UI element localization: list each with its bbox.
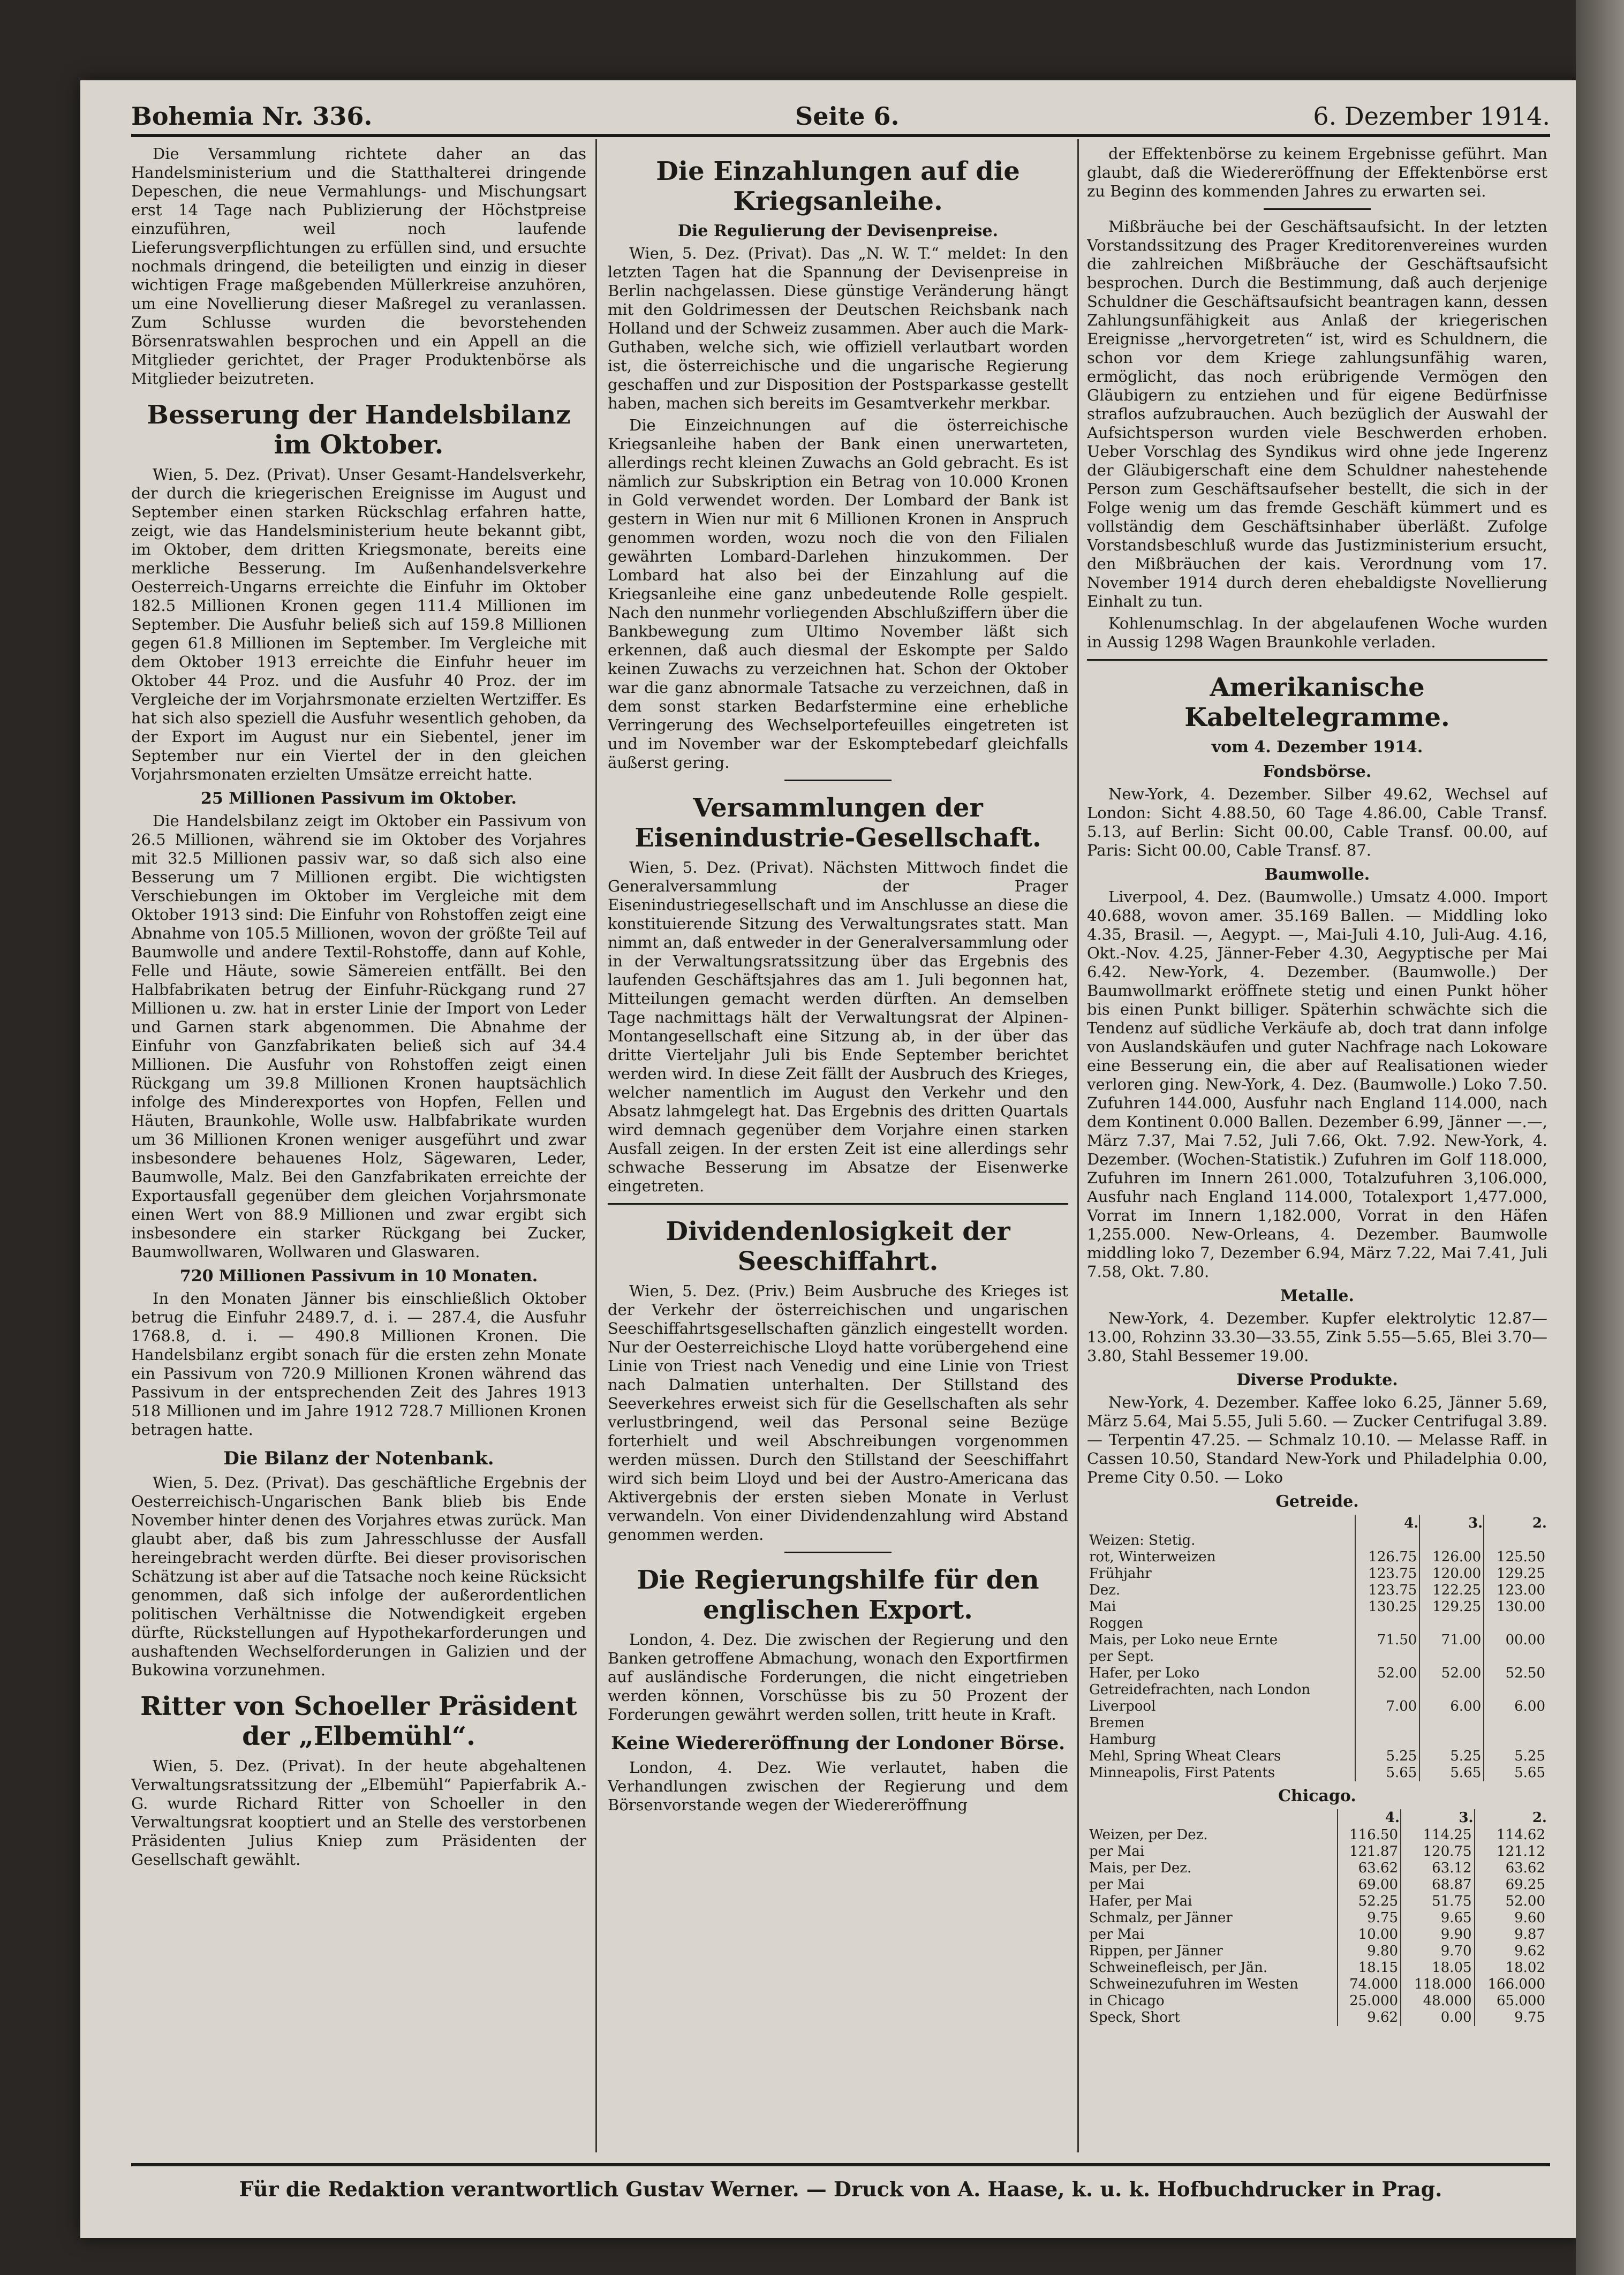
grain-price-table	[1087, 1515, 1547, 1781]
price-cell: 63.62	[1338, 1860, 1401, 1877]
commodity-label: per Mai	[1089, 1877, 1145, 1893]
price-cell: 10.00	[1338, 1926, 1401, 1943]
article-text: Wien, 5. Dez. (Priv.) Beim Ausbruche des Krieges ist der Verkehr der österreichischen und ungarischen Seeschiffahrtsgesellschaften gänzlich eingestellt worden. Nur der Oesterreichische Lloyd hatte vorübergehend eine Linie von Triest nach Venedig und eine Linie von Triest nach Dalmatien unterhalten. Der Stillstand des Seeverkehres erweist sich für die Gesellschaften als sehr verlustbringend, weil das Personal seine Bezüge forterhielt und weil Abschreibungen vorgenommen werden müssen. Durch den Stillstand der Seeschiffahrt wird sich beim Lloyd und bei der Austro-Americana das Aktivergebnis der ersten sieben Monate in Verlust verwandeln. Von einer Dividendenzahlung wird Abstand genommen werden.	[608, 1282, 1068, 1544]
commodity-label: per Sept.	[1089, 1649, 1154, 1665]
table-column-header: 2.	[1475, 1809, 1547, 1827]
article-text: Mißbräuche bei der Geschäftsaufsicht. In der letzten Vorstandssitzung des Prager Kreditorenvereines wurden die zahlreichen Mißbräuche der Geschäftsaufsicht besprochen. Durch die Bestimmung, daß auch derjenige Schuldner die Geschäftsaufsicht beantragen kann, dessen Zahlungsunfähigkeit aus Anlaß der kriegerischen Ereignisse „hervorgetreten“ ist, wird es Schuldnern, die schon vor dem Kriege zahlungsunfähig waren, ermöglicht, das noch erübrigende Vermögen den Gläubigern zu entziehen und für eigene Bedürfnisse straflos aufzubrauchen. Auch bezüglich der Auswahl der Aufsichtsperson wurden viele Beschwerden erhoben. Ueber Vorschlag des Syndikus wird ohne jede Ingerenz der Gläubigerschaft eine dem Schuldner nahestehende Person zum Geschäftsaufseher bestellt, die sich in der Folge wenig um das fremde Geschäft kümmert und es vollständig dem Geschäftsinhaber überläßt. Zufolge Vorstandsbeschluß wurde das Justizministerium ersucht, den Mißbräuchen der kais. Verordnung vom 17. November 1914 durch deren ehebaldigste Novellierung Einhalt zu tun.	[1087, 217, 1547, 610]
section-heading: Metalle.	[1280, 1287, 1354, 1305]
price-cell: 114.62	[1475, 1827, 1547, 1843]
price-cell: 52.00	[1419, 1665, 1484, 1682]
article-text: In den Monaten Jänner bis einschließlich Oktober betrug die Einfuhr 2489.7, d. i. — 287.4, die Ausfuhr 1768.8, d. i. — 490.8 Millionen Kronen. Die Handelsbilanz ergibt sonach für die ersten zehn Monate ein Passivum von 720.9 Millionen Kronen während das Passivum in der entsprechenden Zeit des Jahres 1913 518 Millionen und im Jahre 1912 728.7 Millionen Kronen betragen hatte.	[131, 1289, 586, 1439]
article-text: Die Versammlung richtete daher an das Handelsministerium und die Statthalterei dringende Depeschen, die neue Vermahlungs- und Mischungsart erst 14 Tage nach Publizierung der Höchstpreise einzuführen, weil noch laufende Lieferungsverpflichtungen zu erfüllen sind, und ersuchte nochmals dringend, die beteiligten und einzig in dieser wichtigen Frage maßgebenden Müllerkreise anzuhören, um eine Novellierung dieser Maßregel zu veranlassen. Zum Schlusse wurden die bevorstehenden Börsenratswahlen besprochen und ein Appell an die Mitglieder gerichtet, der Prager Produktenbörse als Mitglieder beizutreten.	[131, 145, 586, 388]
table-row	[1087, 1910, 1547, 1926]
page-header	[131, 102, 1550, 137]
price-cell: 7.00	[1355, 1698, 1419, 1715]
price-cell: 166.000	[1475, 1976, 1547, 1993]
commodity-label: Speck, Short	[1089, 2009, 1180, 2025]
article-headline: Dividendenlosigkeit der Seeschiffahrt.	[666, 1216, 1010, 1276]
price-cell: 130.25	[1355, 1599, 1419, 1615]
table-column-header: 3.	[1401, 1809, 1475, 1827]
price-cell	[1355, 1615, 1419, 1632]
table-corner	[1087, 1809, 1338, 1827]
price-cell: 52.50	[1484, 1665, 1547, 1682]
article-text: New-York, 4. Dezember. Kupfer elektrolytic 12.87—13.00, Rohzinn 33.30—33.55, Zink 5.55—5.65, Blei 3.70—3.80, Stahl Bessemer 19.00.	[1087, 1309, 1547, 1365]
commodity-label: per Mai	[1089, 1843, 1145, 1860]
article-text: London, 4. Dez. Die zwischen der Regierung und den Banken getroffene Abmachung, wonach den Exportfirmen auf ausländische Forderungen, die nicht eingetrieben werden können, Vorschüsse bis zu 50 Prozent der Forderungen gewährt werden sollen, tritt heute in Kraft.	[608, 1630, 1068, 1724]
price-cell: 122.25	[1419, 1582, 1484, 1599]
commodity-label: in Chicago	[1089, 1993, 1165, 2009]
price-cell	[1484, 1615, 1547, 1632]
price-cell: 9.70	[1401, 1943, 1475, 1960]
price-cell: 118.000	[1401, 1976, 1475, 1993]
price-cell: 63.12	[1401, 1860, 1475, 1877]
chicago-price-table	[1087, 1809, 1547, 2026]
separator	[608, 1203, 1068, 1205]
article-headline: Keine Wiedereröffnung der Londoner Börse.	[611, 1733, 1065, 1754]
separator	[784, 780, 892, 781]
price-cell: 5.25	[1484, 1748, 1547, 1765]
price-cell: 6.00	[1419, 1698, 1484, 1715]
price-cell: 5.25	[1419, 1748, 1484, 1765]
section-heading: Diverse Produkte.	[1236, 1371, 1398, 1389]
imprint-footer: Für die Redaktion verantwortlich Gustav Werner. — Druck von A. Haase, k. u. k. Hofbuchdrucker in Prag.	[131, 2163, 1550, 2201]
article-text: Wien, 5. Dez. (Privat). Das geschäftliche Ergebnis der Oesterreichisch-Ungarischen Bank blieb bis Ende November hinter denen des Vorjahres etwas zurück. Man glaubt aber, daß bis zum Jahresschlusse der Ausfall hereingebracht werden dürfte. Bei dieser provisorischen Schätzung ist aber auf die Tatsache noch keine Rücksicht genommen, daß sich infolge der außerordentlichen politischen Verhältnisse die Notwendigkeit ergeben dürfte, Rückstellungen auf Hypothekarforderungen und aushaftenden Wechselforderungen in Galizien und der Bukowina vorzunehmen.	[131, 1473, 586, 1679]
price-cell: 69.00	[1338, 1877, 1401, 1893]
article-text: New-York, 4. Dezember. Kaffee loko 6.25, Jänner 5.69, März 5.64, Mai 5.55, Juli 5.60. — Zucker Centrifugal 3.89. — Terpentin 47.25. — Schmalz 10.10. — Melasse Raff. in Cassen 10.50, Standard New-York und Philadelphia 0.00, Preme City 0.50. — Loko	[1087, 1393, 1547, 1486]
commodity-label: Mehl, Spring Wheat Clears	[1089, 1748, 1281, 1764]
price-cell: 5.65	[1419, 1765, 1484, 1781]
price-cell	[1419, 1715, 1484, 1732]
table-row	[1087, 1960, 1547, 1976]
table-row	[1087, 1682, 1547, 1698]
table-row	[1087, 1877, 1547, 1893]
table-row	[1087, 1843, 1547, 1860]
commodity-label: Schweinezufuhren im Westen	[1089, 1976, 1298, 1992]
price-cell: 123.75	[1355, 1582, 1419, 1599]
table-row	[1087, 1582, 1547, 1599]
article-headline: Ritter von Schoeller Präsident der „Elbemühl“.	[140, 1691, 577, 1751]
article-headline: Die Bilanz der Notenbank.	[223, 1448, 494, 1469]
price-cell: 52.00	[1355, 1665, 1419, 1682]
price-cell: 9.90	[1401, 1926, 1475, 1943]
commodity-label: Rippen, per Jänner	[1089, 1943, 1223, 1959]
article-headline: Versammlungen der Eisenindustrie-Gesellschaft.	[635, 793, 1041, 853]
price-cell: 52.00	[1475, 1893, 1547, 1910]
price-cell	[1419, 1732, 1484, 1748]
commodity-label: Getreidefrachten, nach London	[1089, 1682, 1311, 1698]
price-cell: 68.87	[1401, 1877, 1475, 1893]
article-text: London, 4. Dez. Wie verlautet, haben die Verhandlungen zwischen der Regierung und dem Börsenvorstande wegen der Wiedereröffnung	[608, 1758, 1068, 1814]
price-cell: 18.15	[1338, 1960, 1401, 1976]
price-cell	[1484, 1732, 1547, 1748]
price-cell: 9.87	[1475, 1926, 1547, 1943]
price-cell: 9.80	[1338, 1943, 1401, 1960]
commodity-label: Weizen, per Dez.	[1089, 1827, 1208, 1843]
price-cell: 52.25	[1338, 1893, 1401, 1910]
separator	[1264, 208, 1371, 210]
price-cell: 00.00	[1484, 1632, 1547, 1649]
table-row	[1087, 1943, 1547, 1960]
price-cell	[1355, 1532, 1419, 1549]
section-heading: Baumwolle.	[1264, 865, 1370, 884]
price-cell: 74.000	[1338, 1976, 1401, 1993]
table-column-header: 4.	[1355, 1515, 1419, 1532]
separator	[784, 1552, 892, 1553]
price-cell: 51.75	[1401, 1893, 1475, 1910]
price-cell: 126.75	[1355, 1549, 1419, 1566]
price-cell: 5.65	[1355, 1765, 1419, 1781]
article-headline: Die Regierungshilfe für den englischen Export.	[637, 1565, 1039, 1625]
price-cell: 129.25	[1484, 1566, 1547, 1582]
price-cell: 9.75	[1338, 1910, 1401, 1926]
table-column-header: 3.	[1419, 1515, 1484, 1532]
price-cell: 9.60	[1475, 1910, 1547, 1926]
price-cell	[1419, 1682, 1484, 1698]
price-cell: 120.00	[1419, 1566, 1484, 1582]
newspaper-page	[80, 80, 1585, 2238]
price-cell: 129.25	[1419, 1599, 1484, 1615]
price-cell: 116.50	[1338, 1827, 1401, 1843]
price-cell	[1419, 1615, 1484, 1632]
article-text: Liverpool, 4. Dez. (Baumwolle.) Umsatz 4.000. Import 40.688, wovon amer. 35.169 Ballen. — Middling loko 4.35, Brasil. —, Aegypt. —, Mai-Juli 4.10, Juli-Aug. 4.16, Okt.-Nov. 4.25, Jänner-Feber 4.30, Aegyptische per Mai 6.42. New-York, 4. Dezember. (Baumwolle.) Der Baumwollmarkt eröffnete stetig und einen Punkt höher bis einen Punkt billiger. Späterhin schwächte sich die Tendenz auf südliche Verkäufe ab, doch trat dann infolge von Auslandskäufen und guter Nachfrage nach Lokoware eine Besserung ein, die aber auf Realisationen wieder verloren ging. New-York, 4. Dez. (Baumwolle.) Loko 7.50. Zufuhren 144.000, Ausfuhr nach England 114.000, nach dem Kontinent 0.000 Ballen. Dezember 6.99, Jänner —.—, März 7.37, Mai 7.52, Juli 7.66, Okt. 7.92. New-York, 4. Dezember. (Wochen-Statistik.) Zufuhren im Golf 118.000, Zufuhren im Innern 261.000, Totalzufuhren 3,106.000, Ausfuhr nach England 114.000, Totalexport 1,477.000, Vorrat im Innern 1,182.000, Vorrat in den Häfen 1,255.000. New-Orleans, 4. Dezember. Baumwolle middling loko 7, Dezember 6.94, März 7.22, Mai 7.41, Juli 7.58, Okt. 7.80.	[1087, 888, 1547, 1281]
commodity-label: Schmalz, per Jänner	[1089, 1910, 1233, 1926]
separator	[1087, 659, 1547, 661]
article-subheadline: 720 Millionen Passivum in 10 Monaten.	[179, 1267, 538, 1286]
price-cell	[1484, 1715, 1547, 1732]
table-row	[1087, 1732, 1547, 1748]
table-row	[1087, 1649, 1547, 1665]
table-column-header: 2.	[1484, 1515, 1547, 1532]
commodity-label: Mai	[1089, 1599, 1116, 1615]
price-cell: 25.000	[1338, 1993, 1401, 2009]
article-headline: Die Einzahlungen auf die Kriegsanleihe.	[656, 156, 1020, 216]
commodity-label: rot, Winterweizen	[1089, 1549, 1216, 1565]
price-cell: 65.000	[1475, 1993, 1547, 2009]
price-cell: 125.50	[1484, 1549, 1547, 1566]
price-cell	[1419, 1649, 1484, 1665]
table-row	[1087, 1993, 1547, 2009]
article-text: Die Handelsbilanz zeigt im Oktober ein Passivum von 26.5 Millionen, während sie im Oktober des Vorjahres mit 32.5 Millionen passiv war, so daß sich also eine Besserung um 7 Millionen ergibt. Die wichtigsten Verschiebungen im Oktober im Vergleiche mit dem Oktober 1913 sind: Die Einfuhr von Rohstoffen zeigt eine Abnahme von 105.5 Millionen, wovon der größte Teil auf Baumwolle und andere Textil-Rohstoffe, dann auf Kohle, Felle und Häute, sowie Sämereien entfällt. Bei den Halbfabrikaten betrug der Einfuhr-Rückgang rund 27 Millionen u. zw. hat in erster Linie der Import von Leder und Garnen stark abgenommen. Die Abnahme der Einfuhr von Ganzfabrikaten beließ sich auf 34.4 Millionen. Die Ausfuhr von Rohstoffen zeigt einen Rückgang um 39.8 Millionen Kronen hauptsächlich infolge des Minderexportes von Hopfen, Fellen und Häuten, Braunkohle, Wolle usw. Halbfabrikate wurden um 36 Millionen Kronen weniger ausgeführt und zwar insbesondere behauenes Holz, Sägewaren, Leder, Baumwolle, Malz. Bei den Ganzfabrikaten erreichte der Exportausfall gegenüber dem gleichen Vorjahrsmonate einen Wert von 88.9 Millionen und zwar ergibt sich insbesondere ein starker Rückgang bei Zucker, Baumwollwaren, Wollwaren und Glaswaren.	[131, 812, 586, 1261]
section-heading: Chicago.	[1278, 1787, 1356, 1805]
price-cell	[1484, 1532, 1547, 1549]
price-cell: 123.75	[1355, 1566, 1419, 1582]
table-row	[1087, 1715, 1547, 1732]
table-row	[1087, 1860, 1547, 1877]
price-cell: 18.05	[1401, 1960, 1475, 1976]
price-cell: 5.25	[1355, 1748, 1419, 1765]
price-cell	[1355, 1732, 1419, 1748]
column-3	[1087, 145, 1547, 2158]
price-cell: 126.00	[1419, 1549, 1484, 1566]
commodity-label: Hafer, per Mai	[1089, 1893, 1192, 1909]
table-row	[1087, 1665, 1547, 1682]
table-row	[1087, 1893, 1547, 1910]
section-heading: Fondsbörse.	[1263, 762, 1372, 781]
table-row	[1087, 1698, 1547, 1715]
price-cell: 5.65	[1484, 1765, 1547, 1781]
price-cell: 71.50	[1355, 1632, 1419, 1649]
table-row	[1087, 1976, 1547, 1993]
price-cell: 6.00	[1484, 1698, 1547, 1715]
article-text: Wien, 5. Dez. (Privat). Unser Gesamt-Handelsverkehr, der durch die kriegerischen Ereignisse im August und September einen starken Rückschlag erfahren hatte, zeigt, wie das Handelsministerium heute bekannt gibt, im Oktober, dem dritten Kriegsmonate, bereits eine merkliche Besserung. Im Außenhandelsverkehre Oesterreich-Ungarns erreichte die Einfuhr im Oktober 182.5 Millionen Kronen gegen 111.4 Millionen im September. Die Ausfuhr beließ sich auf 159.8 Millionen gegen 61.8 Millionen im September. Im Vergleiche mit dem Oktober 1913 erreichte die Einfuhr heuer im Oktober 44 Proz. und die Ausfuhr 40 Proz. der im Vergleiche der im Vorjahrsmonate erzielten Wertziffer. Es hat sich also speziell die Ausfuhr wesentlich gehoben, da der Export im August nur ein Siebentel, jener im September nur ein Viertel der in den gleichen Vorjahrsmonaten erzielten Umsätze erreicht hatte.	[131, 465, 586, 783]
price-cell: 9.62	[1475, 1943, 1547, 1960]
commodity-label: Schweinefleisch, per Jän.	[1089, 1960, 1268, 1976]
commodity-label: Minneapolis, First Patents	[1089, 1765, 1275, 1781]
price-cell: 123.00	[1484, 1582, 1547, 1599]
table-row	[1087, 2009, 1547, 2026]
table-row	[1087, 1926, 1547, 1943]
article-text: Wien, 5. Dez. (Privat). Nächsten Mittwoch findet die Generalversammlung der Prager Eisenindustriegesellschaft und im Anschlusse an diese die konstituierende Sitzung des Verwaltungsrates statt. Man nimmt an, daß entweder in der Generalversammlung oder in der Verwaltungsratssitzung über das Ergebnis des laufenden Geschäftsjahres das am 1. Juli begonnen hat, Mitteilungen gemacht werden dürften. An demselben Tage nachmittags hält der Verwaltungsrat der Alpinen-Montangesellschaft eine Sitzung ab, in der über das dritte Vierteljahr Juli bis Ende September berichtet werden wird. In diese Zeit fällt der Ausbruch des Krieges, welcher namentlich im August den Verkehr und den Absatz lahmgelegt hat. Das Ergebnis des dritten Quartals wird demnach gegenüber dem Vorjahre einen starken Ausfall zeigen. In der ersten Zeit ist eine allerdings sehr schwache Besserung im Absatze der Eisenwerke eingetreten.	[608, 858, 1068, 1195]
column-2	[608, 145, 1068, 2158]
masthead-issue: Bohemia Nr. 336.	[131, 102, 373, 131]
article-text: New-York, 4. Dezember. Silber 49.62, Wechsel auf London: Sicht 4.88.50, 60 Tage 4.86.00, Cable Transf. 5.13, auf Berlin: Sicht 00.00, Cable Transf. 00.00, auf Paris: Sicht 00.00, Cable Transf. 87.	[1087, 785, 1547, 859]
column-1	[131, 145, 586, 2158]
price-cell	[1355, 1649, 1419, 1665]
article-headline: Amerikanische Kabeltelegramme.	[1184, 672, 1450, 732]
price-cell: 63.62	[1475, 1860, 1547, 1877]
price-cell: 9.65	[1401, 1910, 1475, 1926]
commodity-label: Dez.	[1089, 1582, 1121, 1598]
commodity-label: Weizen: Stetig.	[1089, 1532, 1196, 1548]
page-date: 6. Dezember 1914.	[1313, 102, 1550, 131]
commodity-label: per Mai	[1089, 1926, 1145, 1943]
article-text: Wien, 5. Dez. (Privat). Das „N. W. T.“ meldet: In den letzten Tagen hat die Spannung der Devisenpreise in Berlin nachgelassen. Diese günstige Veränderung hängt mit den Goldrimessen der Deutschen Reichsbank nach Holland und der Schweiz zusammen. Aber auch die Mark-Guthaben, welche sich, wie offiziell verlautbart worden ist, die österreichische und die ungarische Regierung geschaffen und zur Disposition der Postsparkasse gestellt haben, machen sich bereits im Gesamtverkehr merkbar.	[608, 244, 1068, 412]
commodity-label: Frühjahr	[1089, 1566, 1152, 1582]
article-subheadline: Die Regulierung der Devisenpreise.	[677, 222, 999, 240]
price-cell: 71.00	[1419, 1632, 1484, 1649]
article-subheadline: vom 4. Dezember 1914.	[1211, 738, 1423, 757]
article-text: Kohlenumschlag. In der abgelaufenen Woche wurden in Aussig 1298 Wagen Braunkohle verladen.	[1087, 614, 1547, 651]
price-cell: 9.62	[1338, 2009, 1401, 2026]
table-row	[1087, 1599, 1547, 1615]
commodity-label: Bremen	[1089, 1715, 1145, 1731]
commodity-label: Mais, per Dez.	[1089, 1860, 1192, 1876]
commodity-label: Mais, per Loko neue Ernte	[1089, 1632, 1278, 1648]
price-cell: 0.00	[1401, 2009, 1475, 2026]
article-text: der Effektenbörse zu keinem Ergebnisse geführt. Man glaubt, daß die Wiedereröffnung der Effektenbörse erst zu Beginn des kommenden Jahres zu erwarten sei.	[1087, 145, 1547, 200]
table-row	[1087, 1632, 1547, 1649]
column-rule	[1077, 139, 1079, 2152]
price-cell: 121.87	[1338, 1843, 1401, 1860]
price-cell: 121.12	[1475, 1843, 1547, 1860]
table-corner	[1087, 1515, 1355, 1532]
commodity-label: Hafer, per Loko	[1089, 1665, 1200, 1681]
commodity-label: Liverpool	[1089, 1698, 1156, 1714]
price-cell: 120.75	[1401, 1843, 1475, 1860]
table-row	[1087, 1615, 1547, 1632]
article-text: Wien, 5. Dez. (Privat). In der heute abgehaltenen Verwaltungsratssitzung der „Elbemühl“ Papierfabrik A.-G. wurde Richard Ritter von Schoeller in den Verwaltungsrat kooptiert und an Stelle des verstorbenen Präsidenten Julius Kniep zum Präsidenten der Gesellschaft gewählt.	[131, 1757, 586, 1869]
price-cell	[1355, 1682, 1419, 1698]
table-row	[1087, 1748, 1547, 1765]
article-subheadline: 25 Millionen Passivum im Oktober.	[201, 789, 517, 808]
column-rule	[595, 139, 597, 2152]
page-number: Seite 6.	[795, 102, 900, 131]
commodity-label: Roggen	[1089, 1615, 1143, 1631]
article-headline: Besserung der Handelsbilanz im Oktober.	[147, 400, 571, 460]
price-cell	[1355, 1715, 1419, 1732]
price-cell	[1419, 1532, 1484, 1549]
price-cell	[1484, 1649, 1547, 1665]
price-cell: 48.000	[1401, 1993, 1475, 2009]
table-row	[1087, 1532, 1547, 1549]
price-cell: 114.25	[1401, 1827, 1475, 1843]
scan-edge	[1576, 0, 1624, 2275]
table-row	[1087, 1765, 1547, 1781]
table-row	[1087, 1827, 1547, 1843]
table-row	[1087, 1566, 1547, 1582]
price-cell: 130.00	[1484, 1599, 1547, 1615]
price-cell: 18.02	[1475, 1960, 1547, 1976]
article-text: Die Einzeichnungen auf die österreichische Kriegsanleihe haben der Bank einen unerwarteten, allerdings recht kleinen Zuwachs an Gold gebracht. Es ist nämlich zur Subskription ein Betrag von 10.000 Kronen in Gold verwendet worden. Der Lombard der Bank ist gestern in Wien nur mit 6 Millionen Kronen in Anspruch genommen worden, wozu noch die von den Filialen gewährten Lombard-Darlehen hinzukommen. Der Lombard hat also bei der Einzahlung auf die Kriegsanleihe eine ganz unbedeutende Rolle gespielt. Nach den nunmehr vorliegenden Abschlußziffern über die Bankbewegung zum Ultimo November läßt sich erkennen, daß auch diesmal der Eskompte per Saldo keinen Zuwachs zu verzeichnen hat. Schon der Oktober war die ganz abnormale Tatsache zu verzeichnen, daß in dem sonst starken Bedarfstermine eine erhebliche Verringerung des Wechselportefeuilles eingetreten ist und im November war der Eskomptebedarf gleichfalls äußerst gering.	[608, 416, 1068, 772]
table-column-header: 4.	[1338, 1809, 1401, 1827]
price-cell: 9.75	[1475, 2009, 1547, 2026]
commodity-label: Hamburg	[1089, 1732, 1157, 1748]
table-row	[1087, 1549, 1547, 1566]
section-heading: Getreide.	[1275, 1492, 1359, 1511]
price-cell: 69.25	[1475, 1877, 1547, 1893]
price-cell	[1484, 1682, 1547, 1698]
